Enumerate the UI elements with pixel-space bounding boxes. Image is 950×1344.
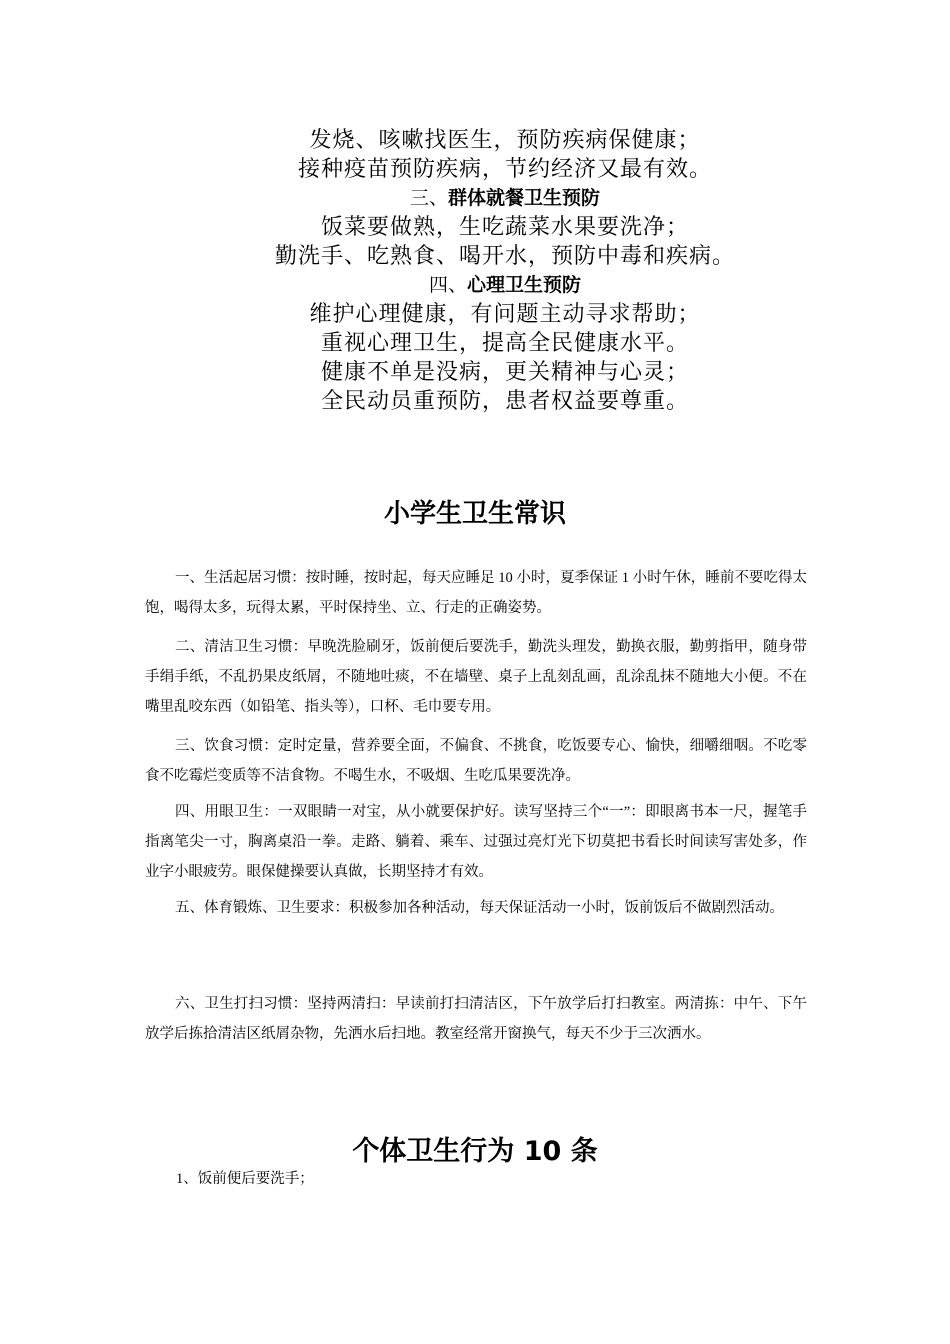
- paragraph-cleanliness: 二、清洁卫生习惯：早晚洗脸刷牙，饭前便后要洗手，勤洗头理发，勤换衣服，勤剪指甲，随身带手绢手纸，不乱扔果皮纸屑，不随地吐痰，不在墙壁、桌子上乱刻乱画，乱涂乱抹不随地大小便。不在嘴里乱咬东西（如铅笔、指头等），口杯、毛巾要专用。: [145, 639, 807, 715]
- list-item: 1、饭前便后要洗手；: [176, 1171, 314, 1187]
- paragraph-daily-routine: 一、生活起居习惯：按时睡，按时起，每天应睡足 10 小时，夏季保证 1 小时午休，睡前不要吃得太饱，喝得太多，玩得太累，平时保持坐、立、行走的正确姿势。: [145, 570, 807, 616]
- section-heading-text: 心理卫生预防: [467, 274, 582, 296]
- section-number: 三、: [409, 187, 448, 209]
- health-verse: [120, 126, 890, 416]
- verse-line: 重视心理卫生，提高全民健康水平。: [320, 331, 689, 356]
- verse-line: 发烧、咳嗽找医生，预防疾病保健康；: [309, 128, 701, 153]
- verse-line: 饭菜要做熟，生吃蔬菜水果要洗净；: [320, 215, 689, 240]
- paragraph-eating-habits: 三、饮食习惯：定时定量，营养要全面，不偏食、不挑食，吃饭要专心、愉快，细嚼细咽。不吃零食不吃霉烂变质等不洁食物。不喝生水，不吸烟、生吃瓜果要洗净。: [145, 738, 807, 784]
- article-title-personal-hygiene: 个体卫生行为 10 条: [352, 1136, 598, 1167]
- paragraph-exercise: 五、体育锻炼、卫生要求：积极参加各种活动，每天保证活动一小时，饭前饭后不做剧烈活动。: [175, 900, 784, 916]
- verse-line: 健康不单是没病，更关精神与心灵；: [320, 360, 689, 385]
- verse-line: 勤洗手、吃熟食、喝开水，预防中毒和疾病。: [274, 244, 735, 269]
- section-number: 四、: [428, 274, 467, 296]
- section-heading-text: 群体就餐卫生预防: [448, 187, 601, 209]
- paragraph-cleaning: 六、卫生打扫习惯：坚持两清扫：早读前打扫清洁区，下午放学后打扫教室。两清拣：中午、下午放学后拣拾清洁区纸屑杂物，先洒水后扫地。教室经常开窗换气，每天不少于三次洒水。: [145, 996, 807, 1042]
- paragraph-eye-care: 四、用眼卫生：一双眼睛一对宝，从小就要保护好。读写坚持三个“一”：即眼离书本一尺，握笔手指离笔尖一寸，胸离桌沿一拳。走路、躺着、乘车、过强过亮灯光下切莫把书看长时间读写害处多，作业字小眼疲劳。眼保健操要认真做，长期坚持才有效。: [145, 804, 807, 880]
- section-heading-3: [120, 184, 890, 213]
- verse-line: 维护心理健康，有问题主动寻求帮助；: [309, 302, 701, 327]
- article-title-hygiene-knowledge: 小学生卫生常识: [383, 499, 566, 529]
- section-heading-4: [120, 271, 890, 300]
- verse-line: 接种疫苗预防疾病，节约经济又最有效。: [297, 157, 712, 182]
- verse-line: 全民动员重预防，患者权益要尊重。: [320, 389, 689, 414]
